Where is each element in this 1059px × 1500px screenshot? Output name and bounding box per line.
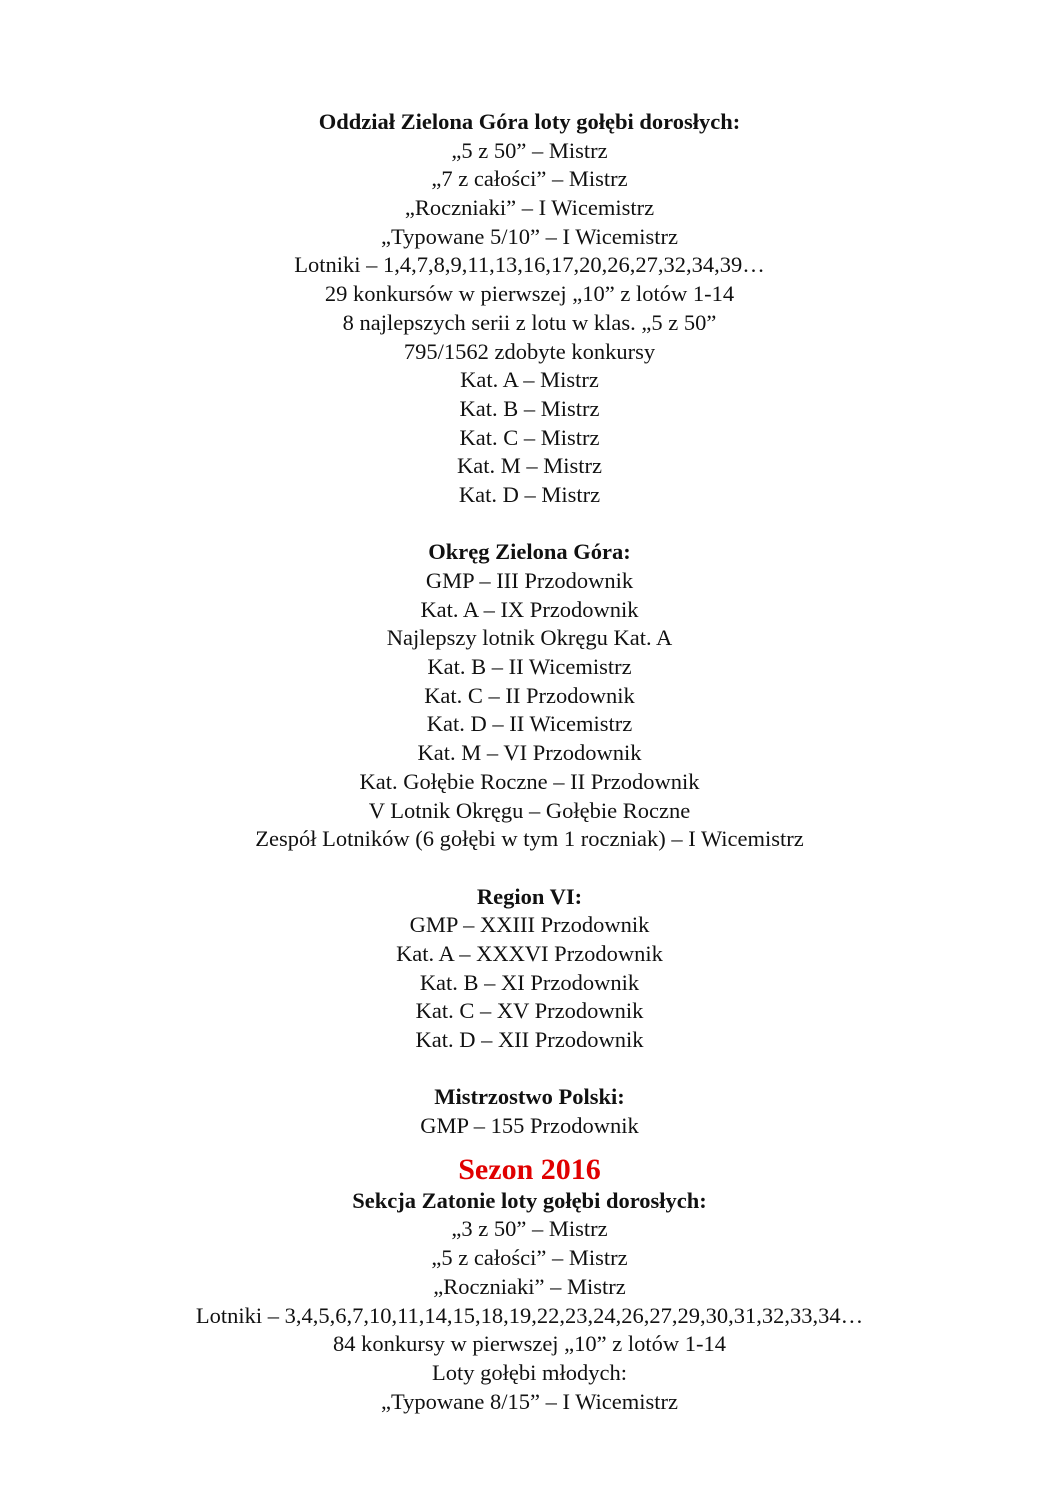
result-line: „3 z 50” – Mistrz (451, 1216, 608, 1242)
result-line: Kat. A – XXXVI Przodownik (396, 940, 663, 966)
result-line: Kat. B – XI Przodownik (419, 969, 640, 995)
result-line: Kat. C – XV Przodownik (415, 998, 644, 1024)
result-line: Loty gołębi młodych: (432, 1359, 627, 1385)
spacer (0, 510, 1059, 539)
result-line: Najlepszy lotnik Okręgu Kat. A (386, 625, 673, 651)
section-sekcja (0, 1187, 1059, 1417)
result-line: Kat. C – Mistrz (459, 424, 600, 450)
result-line: Kat. M – Mistrz (457, 453, 602, 479)
result-line: 8 najlepszych serii z lotu w klas. „5 z 50” (342, 309, 717, 335)
section-heading: Sekcja Zatonie loty gołębi dorosłych: (352, 1187, 707, 1213)
result-line: „Roczniaki” – Mistrz (433, 1273, 626, 1299)
document-page (0, 108, 1059, 1416)
result-line: Kat. C – II Przodownik (424, 682, 635, 708)
result-line: „7 z całości” – Mistrz (431, 166, 628, 192)
spacer (0, 1055, 1059, 1084)
season-heading: Sezon 2016 (458, 1152, 601, 1186)
result-line: Kat. M – VI Przodownik (417, 740, 642, 766)
result-line: Kat. B – II Wicemistrz (427, 654, 632, 680)
result-line: Kat. A – Mistrz (460, 367, 599, 393)
section-heading: Region VI: (476, 883, 583, 909)
result-line: V Lotnik Okręgu – Gołębie Roczne (368, 797, 691, 823)
result-line: Kat. D – II Wicemistrz (426, 711, 633, 737)
section-heading: Oddział Zielona Góra loty gołębi dorosłych: (318, 109, 741, 134)
section-region (0, 883, 1059, 1055)
result-line: „Typowane 5/10” – I Wicemistrz (380, 223, 678, 249)
result-line: 795/1562 zdobyte konkursy (403, 338, 656, 364)
result-line: „5 z całości” – Mistrz (431, 1245, 628, 1271)
section-oddzial (0, 108, 1059, 510)
result-line: „Roczniaki” – I Wicemistrz (404, 195, 655, 221)
result-line: „5 z 50” – Mistrz (451, 137, 608, 163)
result-line: Lotniki – 3,4,5,6,7,10,11,14,15,18,19,22,23,24,26,27,29,30,31,32,33,34… (195, 1302, 864, 1328)
section-polska (0, 1083, 1059, 1140)
result-line: GMP – 155 Przodownik (420, 1113, 639, 1139)
spacer (0, 854, 1059, 883)
section-heading: Okręg Zielona Góra: (428, 539, 631, 565)
result-line: 29 konkursów w pierwszej „10” z lotów 1-14 (324, 281, 735, 307)
result-line: Kat. D – XII Przodownik (415, 1027, 644, 1052)
result-line: Kat. A – IX Przodownik (420, 596, 639, 622)
result-line: GMP – XXIII Przodownik (409, 912, 650, 938)
result-line: Kat. Gołębie Roczne – II Przodownik (359, 768, 700, 794)
section-heading: Mistrzostwo Polski: (434, 1084, 625, 1110)
section-okreg (0, 538, 1059, 854)
result-line: Kat. B – Mistrz (459, 395, 600, 421)
result-line: Zespół Lotników (6 gołębi w tym 1 roczniak) – I Wicemistrz (255, 826, 804, 852)
result-line: „Typowane 8/15” – I Wicemistrz (380, 1388, 678, 1414)
result-line: GMP – III Przodownik (425, 568, 634, 593)
result-line: Lotniki – 1,4,7,8,9,11,13,16,17,20,26,27,32,34,39… (294, 252, 765, 278)
result-line: 84 konkursy w pierwszej „10” z lotów 1-14 (332, 1331, 727, 1357)
result-line: Kat. D – Mistrz (458, 481, 601, 507)
